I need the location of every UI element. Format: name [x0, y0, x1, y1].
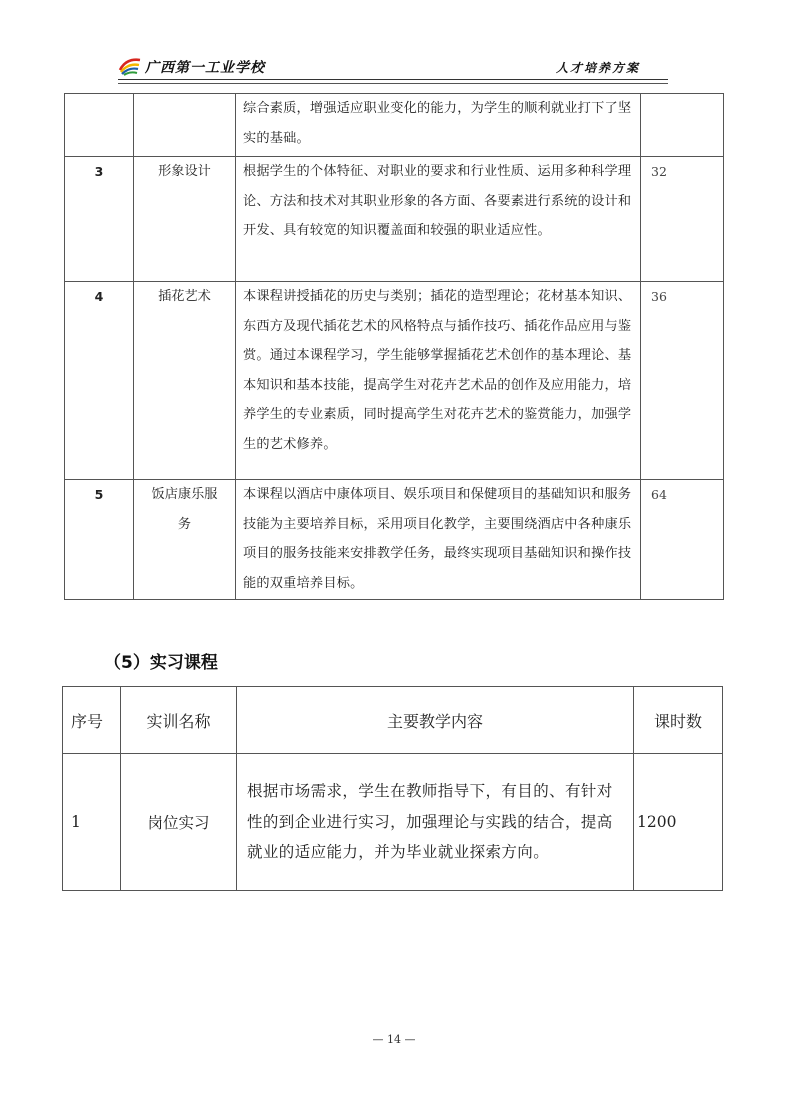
page-number: — 14 — — [372, 1033, 416, 1046]
course-table-continued — [64, 93, 724, 600]
column-header-training-name: 实训名称 — [121, 687, 237, 754]
table-row — [65, 94, 724, 157]
page-header — [118, 52, 668, 86]
training-hours: 1200 — [634, 754, 723, 891]
header-divider — [118, 79, 668, 80]
course-hours: 32 — [641, 157, 724, 282]
row-number: 3 — [65, 157, 134, 282]
course-hours: 36 — [641, 282, 724, 480]
school-name: 广西第一工业学校 — [145, 60, 265, 76]
column-header-number: 序号 — [63, 687, 121, 754]
table-row — [65, 157, 724, 282]
course-name: 饭店康乐服务 — [134, 480, 236, 600]
document-title: 人才培养方案 — [555, 61, 640, 75]
course-hours — [641, 94, 724, 157]
row-number: 1 — [63, 754, 121, 891]
internship-table — [62, 686, 723, 891]
training-content: 根据市场需求，学生在教师指导下，有目的、有针对性的到企业进行实习，加强理论与实践的结合，提高就业的适应能力，并为毕业就业探索方向。 — [237, 754, 634, 891]
course-content: 本课程以酒店中康体项目、娱乐项目和保健项目的基础知识和服务技能为主要培养目标，采用项目化教学，主要围绕酒店中各种康乐项目的服务技能来安排教学任务，最终实现项目基础知识和操作技能的双重培养目标。 — [236, 480, 641, 600]
course-name: 形象设计 — [134, 157, 236, 282]
row-number: 5 — [65, 480, 134, 600]
table-row — [65, 282, 724, 480]
table-row — [65, 480, 724, 600]
course-content: 根据学生的个体特征、对职业的要求和行业性质、运用多种科学理论、方法和技术对其职业形象的各方面、各要素进行系统的设计和开发、具有较宽的知识覆盖面和较强的职业适应性。 — [236, 157, 641, 282]
section-title: （5）实习课程 — [104, 653, 218, 673]
header-divider-thin — [118, 83, 668, 84]
column-header-hours: 课时数 — [634, 687, 723, 754]
course-name: 插花艺术 — [134, 282, 236, 480]
table-header-row — [63, 687, 723, 754]
course-name — [134, 94, 236, 157]
course-content: 综合素质，增强适应职业变化的能力，为学生的顺利就业打下了坚实的基础。 — [236, 94, 641, 157]
school-logo-icon — [118, 56, 142, 76]
row-number: 4 — [65, 282, 134, 480]
column-header-content: 主要教学内容 — [237, 687, 634, 754]
row-number — [65, 94, 134, 157]
table-row — [63, 754, 723, 891]
course-hours: 64 — [641, 480, 724, 600]
training-name: 岗位实习 — [121, 754, 237, 891]
course-content: 本课程讲授插花的历史与类别；插花的造型理论；花材基本知识、东西方及现代插花艺术的风格特点与插作技巧、插花作品应用与鉴赏。通过本课程学习，学生能够掌握插花艺术创作的基本理论、基本知识和基本技能，提高学生对花卉艺术品的创作及应用能力，培养学生的专业素质，同时提高学生对花卉艺术的鉴赏能力，加强学生的艺术修养。 — [236, 282, 641, 480]
